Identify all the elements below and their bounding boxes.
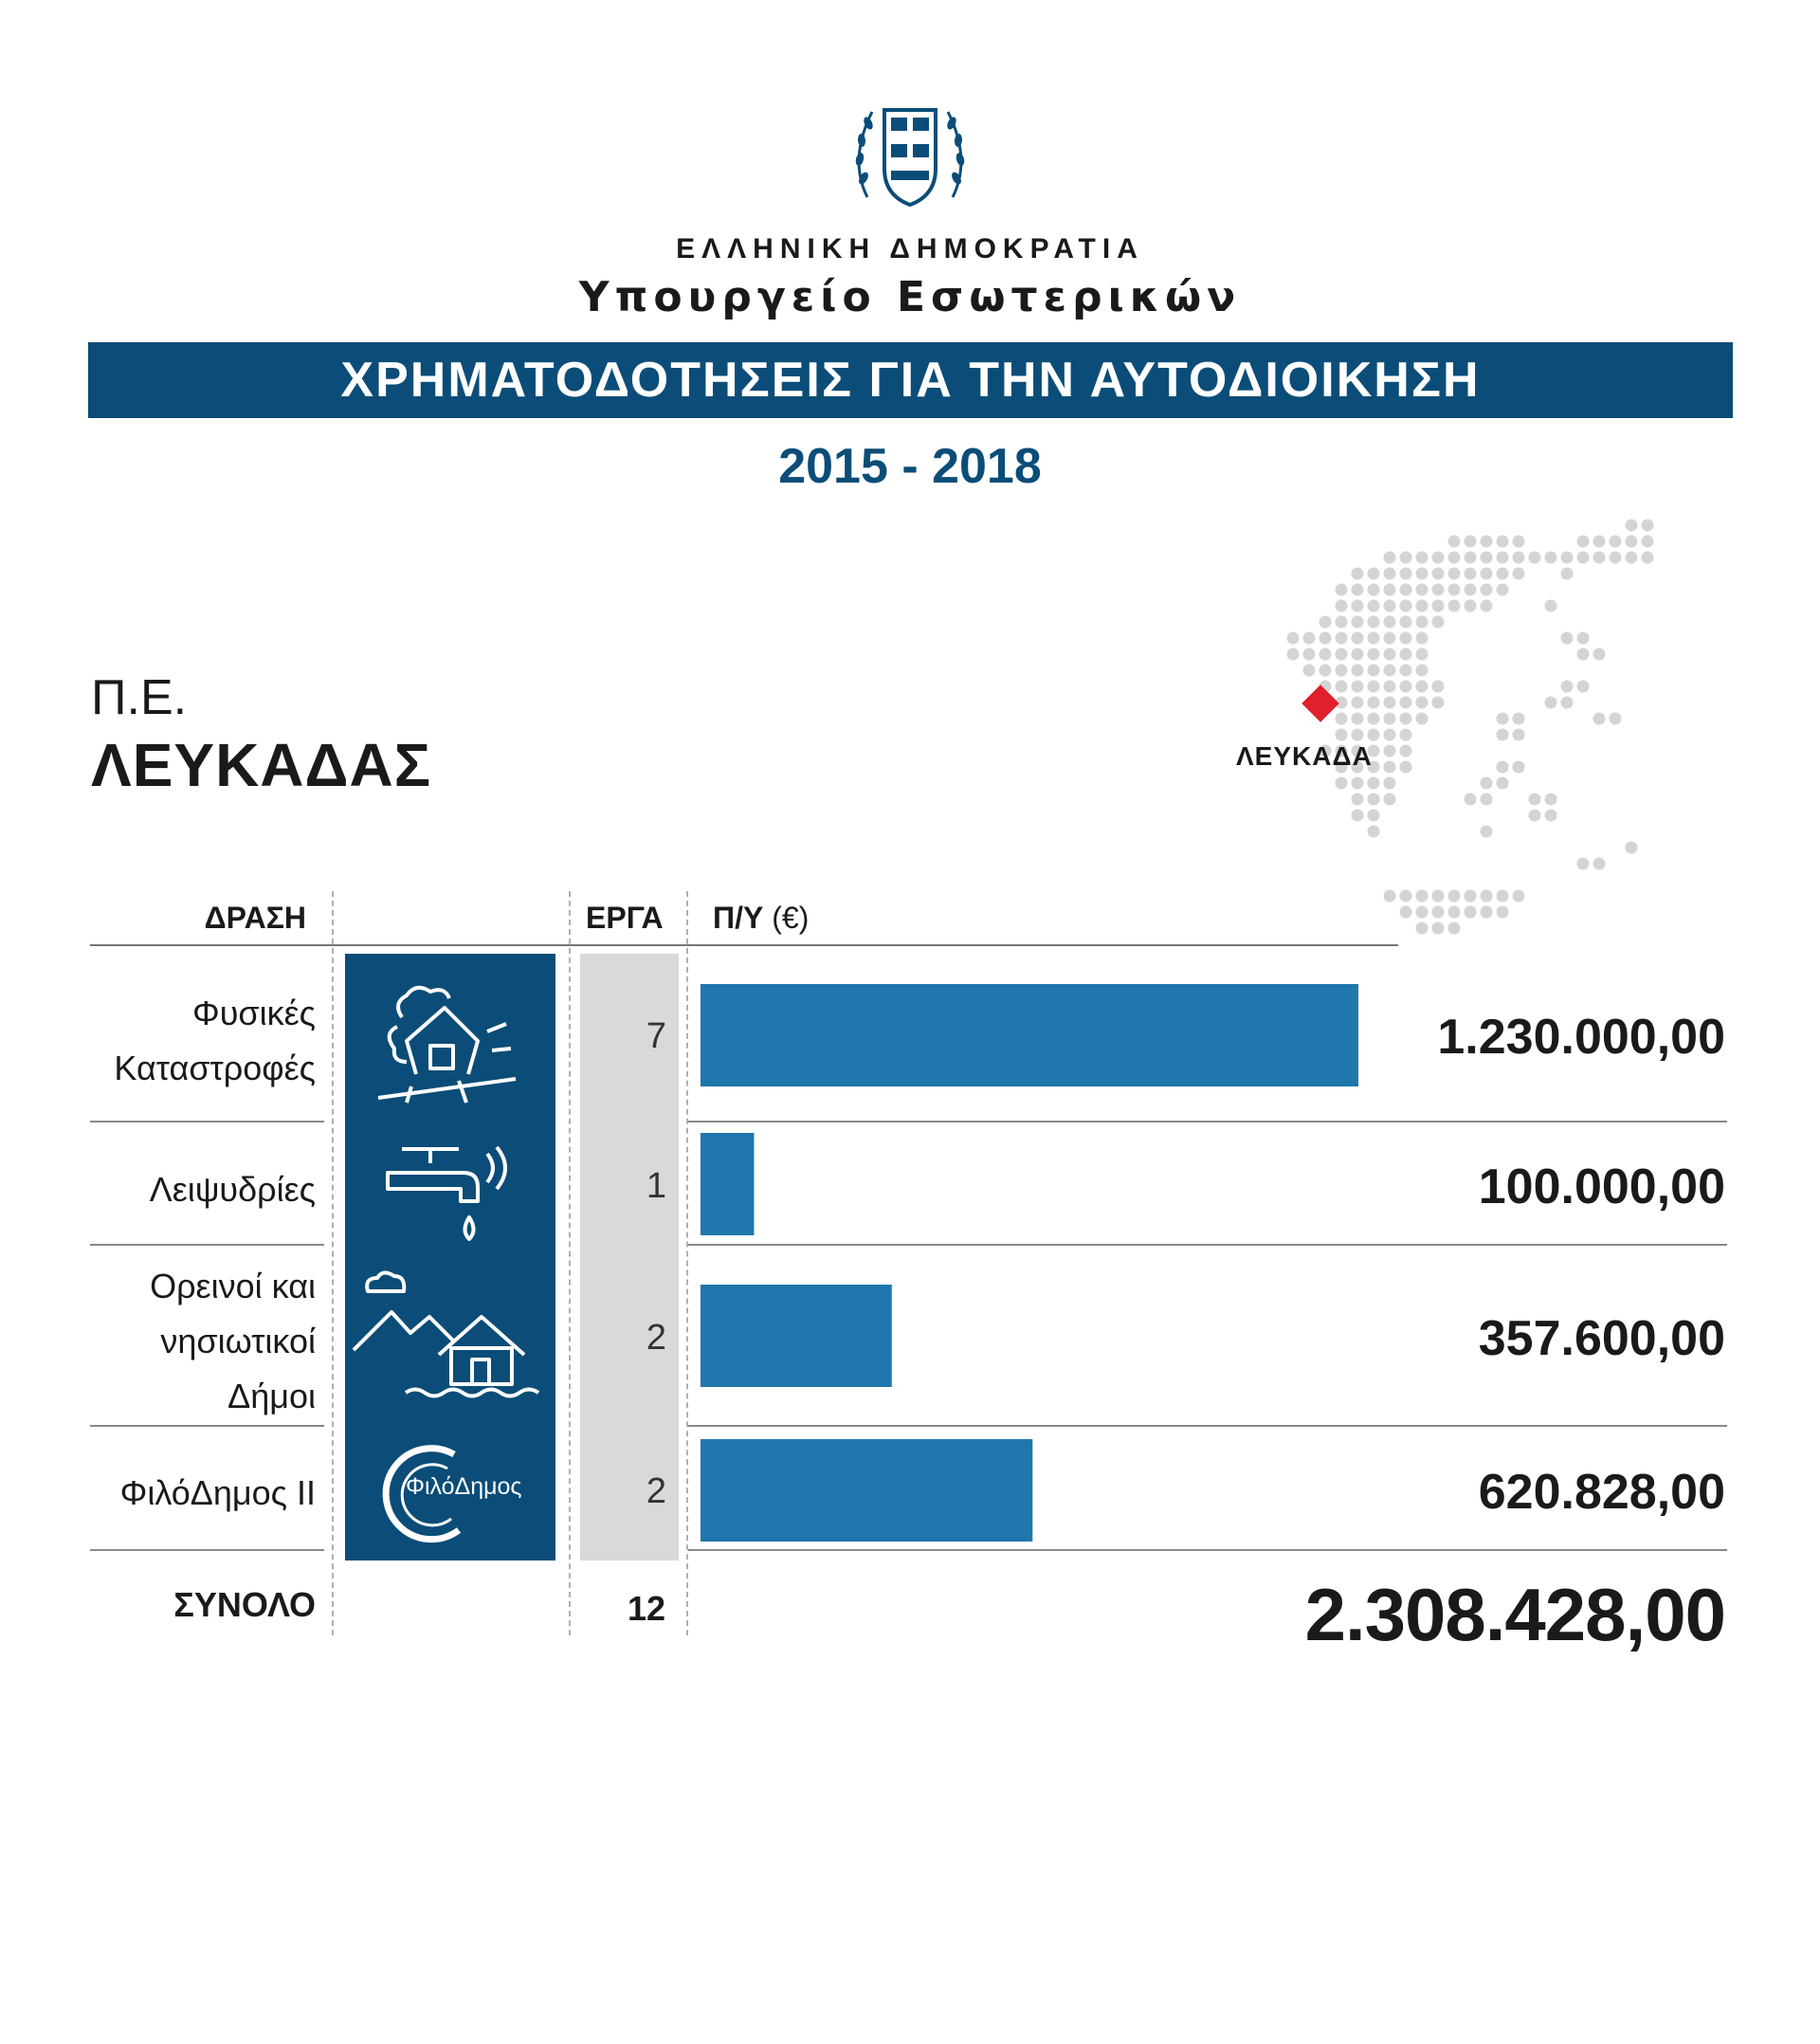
row-rule — [90, 1425, 324, 1427]
total-amount: 2.308.428,00 — [1304, 1573, 1725, 1656]
projects-count: 2 — [646, 1318, 666, 1358]
row-label-filodimos: ΦιλόΔημος ΙΙ — [119, 1473, 316, 1512]
header-action: ΔΡΑΣΗ — [204, 901, 306, 935]
column-divider — [332, 891, 334, 1635]
region-prefix: Π.Ε. — [91, 670, 188, 725]
period-label: 2015 - 2018 — [778, 439, 1042, 494]
column-divider — [686, 891, 688, 1635]
row-rule — [688, 1425, 1727, 1427]
lefkada-marker-icon — [1301, 684, 1339, 722]
projects-count: 7 — [646, 1016, 666, 1056]
water-tap-icon — [373, 1130, 525, 1253]
greek-coat-of-arms-icon — [839, 83, 981, 226]
row-rule — [90, 1244, 324, 1246]
region-name: ΛΕΥΚΑΔΑΣ — [91, 731, 432, 799]
row-rule — [688, 1549, 1727, 1551]
header-rule — [90, 944, 1398, 946]
row-label-natural-disasters: Φυσικές Καταστροφές — [114, 994, 316, 1087]
bar-1 — [701, 984, 1358, 1086]
row-label-mountain-island-municipalities: Ορεινοί και νησιωτικοί Δήμοι — [150, 1267, 316, 1415]
projects-count: 2 — [646, 1471, 666, 1511]
mountain-house-icon — [349, 1265, 548, 1407]
amount-label: 357.600,00 — [1478, 1311, 1725, 1366]
filodimos-logo-text: ΦιλόΔημος — [406, 1473, 522, 1500]
title-banner: ΧΡΗΜΑΤΟΔΟΤΗΣΕΙΣ ΓΙΑ ΤΗΝ ΑΥΤΟΔΙΟΙΚΗΣΗ — [88, 342, 1733, 418]
header-projects: ΕΡΓΑ — [586, 901, 664, 935]
collapsing-house-icon — [364, 975, 535, 1107]
amount-label: 1.230.000,00 — [1437, 1010, 1725, 1065]
header-budget-unit: (€) — [772, 901, 810, 935]
row-rule — [688, 1121, 1727, 1122]
total-label: ΣΥΝΟΛΟ — [173, 1585, 316, 1624]
row-rule — [90, 1121, 324, 1122]
amount-label: 620.828,00 — [1478, 1465, 1725, 1520]
map-region-label: ΛΕΥΚΑΔΑ — [1236, 741, 1373, 771]
ministry-title: Υπουργείο Εσωτερικών — [578, 273, 1242, 321]
row-rule — [688, 1244, 1727, 1246]
republic-title: ΕΛΛΗΝΙΚΗ ΔΗΜΟΚΡΑΤΙΑ — [676, 233, 1144, 265]
header-budget-label: Π/Υ — [713, 901, 764, 935]
header-budget — [713, 901, 809, 936]
amount-label: 100.000,00 — [1478, 1159, 1725, 1214]
total-projects: 12 — [627, 1589, 665, 1628]
bar-4 — [701, 1439, 1032, 1542]
row-label-water-scarcity: Λειψυδρίες — [149, 1170, 316, 1209]
projects-count: 1 — [646, 1166, 666, 1206]
filodimos-logo-icon — [364, 1435, 554, 1549]
bar-3 — [701, 1285, 892, 1387]
bar-2 — [701, 1133, 754, 1235]
row-rule — [90, 1549, 324, 1551]
column-divider — [569, 891, 571, 1635]
